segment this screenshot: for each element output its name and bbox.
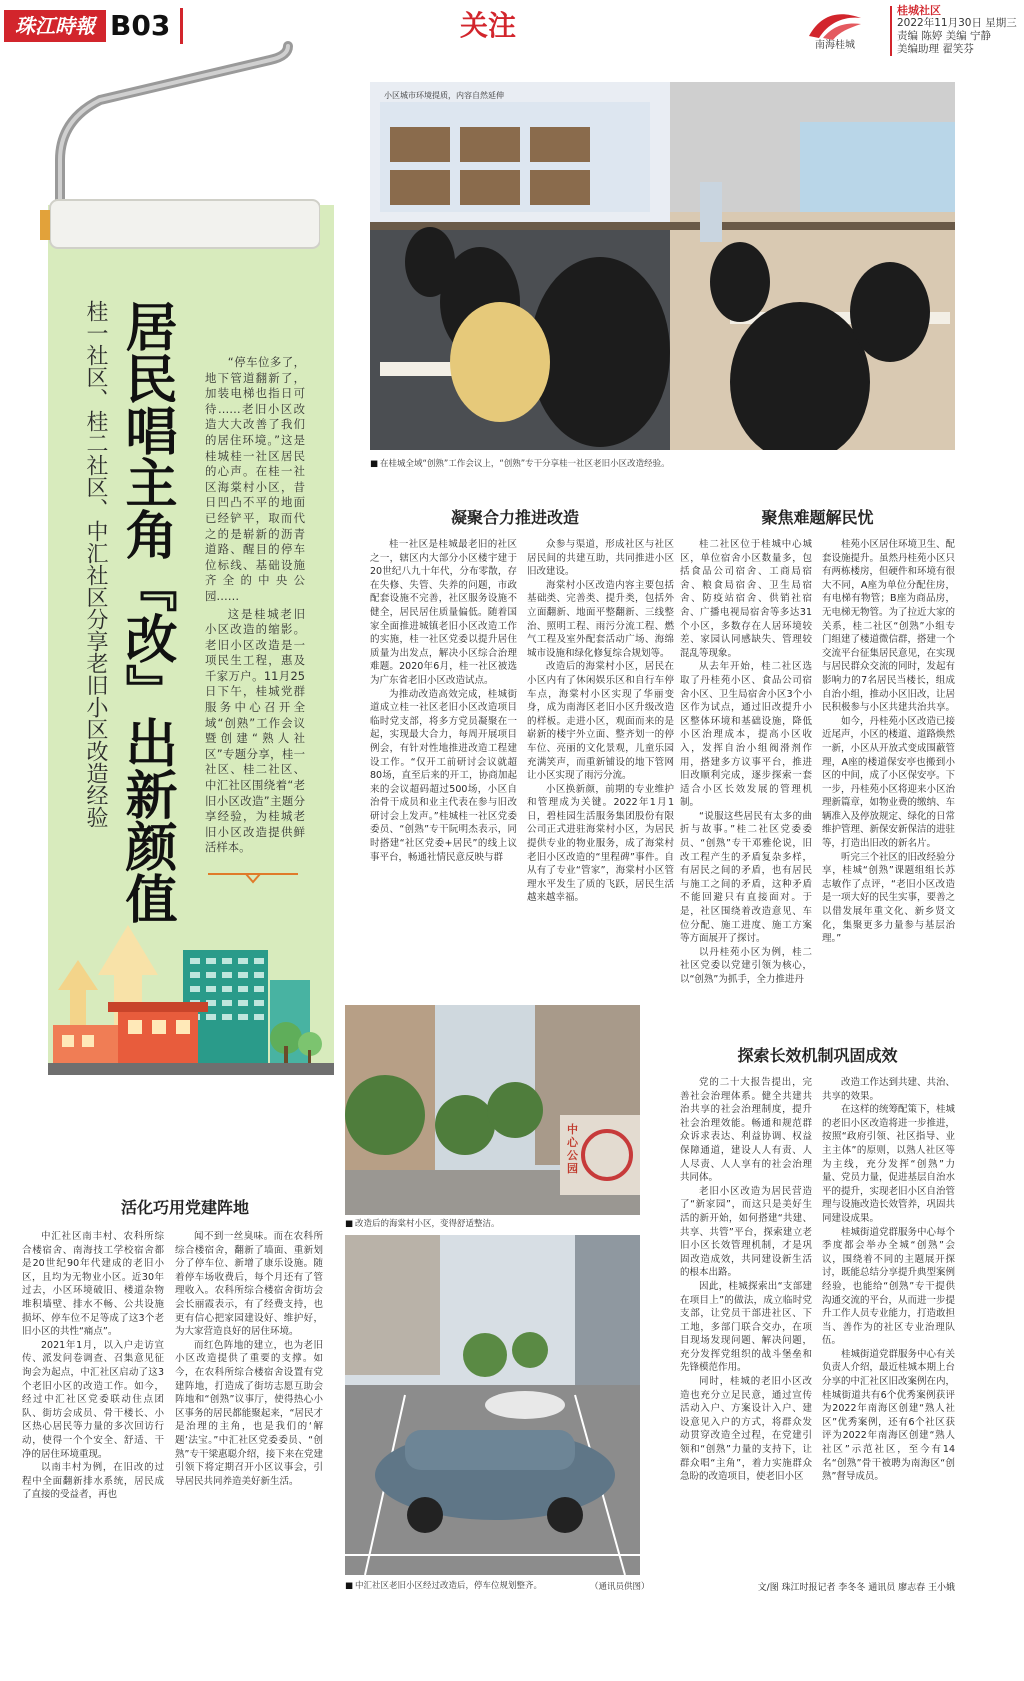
header-meta-divider xyxy=(890,6,892,56)
park-sign-text: 中心公园 xyxy=(567,1123,578,1175)
paragraph: 听完三个社区的旧改经验分享，桂城“创熟”课题组组长苏志敏作了点评，“老旧小区改造是一项大好的民生实事，要善之以借发展年重文化、新乡贤文化，集聚更多力量参与基层治理。” xyxy=(822,851,956,945)
paragraph: 桂苑小区居住环境卫生、配套设施提升。虽然丹桂苑小区只有两栋楼房，但硬件和环境有很大不同，A座为单位分配住房，有电梯有物管；B座为商品房，无电梯无物管。为了拉近大家的关系，桂二社区“创熟”小组专门组建了楼道微信群，搭建一个交流平台征集居民意见，在实现与居民群众交流的同时，发起有影响力的7名居民当楼长，组成自治小组，推动小区旧改，让居民积极参与小区共建共治共享。 xyxy=(822,539,956,714)
parking-scene-icon xyxy=(345,1235,640,1575)
parking-photo-caption: ■ 中汇社区老旧小区经过改造后，停车位规划整齐。 xyxy=(345,1580,575,1592)
paragraph: 在这样的统筹配策下，桂城的老旧小区改造将进一步推进，按照“政府引领、社区指导、业主主体”的原则，以熟人社区等为主线，充分发挥“创熟”力量、党员力量，促进基层自治水平的提升，实现老旧小区自治管理与设施改造长效管养，巩固共同建设成果。 xyxy=(822,1104,956,1224)
lead-paragraph: 这是桂城老旧小区改造的缩影。老旧小区改造是一项民生工程，惠及千家万户。11月25日下午，桂城党群服务中心召开全域“创熟”工作会议暨创建“熟人社区”专题分享，桂一社区、桂二社区、中汇社区围绕着“老旧小区改造”主题分享经验，为桂城老旧小区改造提供鲜活样本。 xyxy=(205,606,305,855)
paragraph: 同时，桂城的老旧小区改造也充分立足民意，通过宣传活动入户、方案设计入户、建设意见入户的方式，将群众发动贯穿改造全过程，在党建引领和“创熟”力量的支持下，让群众唱“主角”，着力实施群众急盼的改造项目，使老旧小区 xyxy=(680,1376,812,1483)
paragraph: 中汇社区南丰村、农科所综合楼宿舍、南海技工学校宿舍都是20世纪90年代建成的老旧小区，且均为无物业小区。近30年过去，小区环境破旧、楼道杂物堆积墙壁、排水不畅、公共设施损坏、停车位不足等成了这3个老旧小区的共性“痛点”。 xyxy=(22,1231,164,1338)
paragraph: 海棠村小区改造内容主要包括基础类、完善类、提升类，包括外立面翻新、地面平整翻新、三线整治、照明工程、雨污分流工程、燃气工程及室外配套活动广场、海绵城市设施和绿化修复综合规划等。 xyxy=(527,579,674,659)
byline: 文/图 珠江时报记者 李冬冬 通讯员 廖志春 王小娥 xyxy=(757,1583,955,1593)
paragraph: 如今，丹桂苑小区改造已接近尾声，小区的楼道、道路焕然一新，小区从开放式变成围蔽管理，A座的楼道保安亭也搬到小区的中间，成了小区保安亭。下一步，丹桂苑小区将迎来小区治理新篇章，如物业费的缴纳、车辆准入及停放规定、绿化的日常维护管理、新保安新保洁的进驻等，打造出旧改的新名片。 xyxy=(822,715,956,850)
section-2-col-a xyxy=(680,538,812,987)
section-3-col-a xyxy=(680,1076,812,1484)
feature-lead xyxy=(205,355,305,858)
paragraph: 从去年开始，桂二社区选取了丹桂苑小区、食品公司宿舍小区、卫生局宿舍小区3个小区作为试点，通过旧改提升小区整体环境和基础设施，降低小区治理成本，提高小区收入，发挥自治小组阀滑剂作用，搭建多方议事平台，推进旧改顺利完成，逐步探索一套适合小区长效发展的管理机制。 xyxy=(680,661,812,809)
park-photo xyxy=(345,1005,640,1215)
top-photo-caption: ■ 在桂城全域“创熟”工作会议上，“创熟”专干分享桂一社区老旧小区改造经验。 xyxy=(370,458,955,470)
paragraph: 而红色阵地的建立，也为老旧小区改造提供了重要的支撑。如今，在农科所综合楼宿舍设置有党建阵地，打造成了街坊志愿互助会阵地和“创熟”议事厅，使得热心小区事务的居民都能聚起来，“居民才是治理的主角，也是我们的‘解题’法宝。”中汇社区党委委员、“创熟”专干梁惠聪介绍，接下来在党建引领下将定期召开小区议事会，引导居民共同养造美好新生活。 xyxy=(175,1339,323,1487)
park-scene-icon xyxy=(345,1005,640,1215)
assistant-editor-line: 美编助理 翟笑芬 xyxy=(897,43,974,55)
paragraph: 小区换新颜，前期的专业维护和管理成为关键。2022年1月1日，碧桂园生活服务集团股份有限公司正式进驻海棠村小区，为居民提供专业的物业服务，成了海棠村老旧小区改造的“里程碑”事件。自从有了专业“管家”，海棠村小区管理水平发生了质的飞跃，居民生活越来越幸福。 xyxy=(527,783,674,904)
photo-credit: （通讯员供图） xyxy=(590,1582,650,1592)
section-3-col-b xyxy=(822,1076,955,1484)
section-3-title: 探索长效机制巩固成效 xyxy=(737,1046,898,1065)
paragraph: 闻不到一丝臭味。而在农科所综合楼宿舍，翻新了墙面、重新划分了停车位、新增了康乐设施。随着停车场收费后，每个月还有了管理收入。农科所综合楼宿舍街坊会会长丽霞表示，有了经费支持，也更有信心把家园建设好、维护好，为大家营造良好的居住环境。 xyxy=(175,1231,323,1338)
page-number: B03 xyxy=(110,9,171,42)
editor-line: 责编 陈婷 美编 宁静 xyxy=(897,30,992,42)
section-1-col-a xyxy=(370,538,517,864)
section-2-col-b xyxy=(822,538,955,946)
paragraph: 桂二社区位于桂城中心城区，单位宿舍小区数量多，包括食品公司宿舍、工商局宿舍、粮食局宿舍、卫生局宿舍、防疫站宿舍、供销社宿舍、广播电视局宿舍等多达31个小区，多数存在人居环境较差、家园认同感缺失、管理较混乱等现象。 xyxy=(680,539,812,659)
paragraph: 老旧小区改造为居民营造了“新家园”，而这只是美好生活的新开始，如何搭建“共建、共享、共管”平台，探索建立老旧小区长效管理机制，才是巩固改造成效，共同建设新生活的根本出路。 xyxy=(680,1185,812,1279)
section-2-title: 聚焦难题解民忧 xyxy=(761,508,874,527)
paragraph: 桂一社区是桂城最老旧的社区之一，辖区内大部分小区楼宇建于20世纪八九十年代，分布零散，存在失修、失管、失养的问题，市政配套设施不完善，社区服务设施不健全，居民居住质量偏低。随着国家全面推进城镇老旧小区改造工作的实施，桂一社区党委以提升居住质量为出发点，解决小区综合治理难题。2020年6月，桂一社区被选为广东省老旧小区改造试点。 xyxy=(370,539,517,686)
park-photo-caption: ■ 改造后的海棠村小区，变得舒适整洁。 xyxy=(345,1218,640,1230)
paint-roller-icon xyxy=(20,40,320,250)
masthead-logo: 珠江時報 xyxy=(4,10,106,42)
meeting-scene-icon xyxy=(370,82,955,450)
logo-caption: 南海桂城 xyxy=(815,40,855,51)
section-4-col-b xyxy=(175,1230,323,1488)
paragraph: 为推动改造高效完成，桂城街道成立桂一社区老旧小区改造项目临时党支部，将多方党员凝聚在一起，实现最大合力，每周开展项目例会，有针对性地推进改造工程建设工作。“仅开工前研讨会议就超80场，直至后来的开工，协商加起来的会议超码超过500场，小区自治骨干成员和业主代表在参与旧改研讨会上发声。”桂城桂一社区党委委员、“创熟”专干阮明杰表示，同时搭建“社区党委+居民”的线上议事平台，畅通社情民意反映与群 xyxy=(370,688,517,863)
paragraph: 改造工作达到共建、共治、共享的效果。 xyxy=(822,1077,956,1102)
paragraph: 以丹桂苑小区为例，桂二社区党委以党建引领为核心，以“创熟”为抓手，全力推进丹 xyxy=(680,946,812,985)
feature-headline: 居民唱主角『改』出新颜值 xyxy=(116,300,177,924)
edition-name: 桂城社区 xyxy=(897,4,941,17)
city-buildings-illustration-icon xyxy=(48,920,334,1075)
date-line: 2022年11月30日 星期三 xyxy=(897,17,1017,29)
paragraph: 党的二十大报告提出，完善社会治理体系。健全共建共治共享的社会治理制度，提升社会治理效能。畅通和规范群众诉求表达、利益协调、权益保障通道，建设人人有责、人人尽责、人人享有的社会治理共同体。 xyxy=(680,1077,812,1184)
paragraph: 改造后的海棠村小区，居民在小区内有了休闲娱乐区和自行车停车点，海棠村小区实现了华丽变身，成为南海区老旧小区升级改造的样板。走进小区，观面而来的是崭新的楼宇外立面、整齐划一的停车位、亮丽的文化景观，儿童乐园充满笑声，而重新铺设的地下管网让小区实现了雨污分流。 xyxy=(527,661,674,782)
section-4-title: 活化巧用党建阵地 xyxy=(120,1198,249,1217)
lead-paragraph: “停车位多了，地下管道翻新了，加装电梯也指日可待……老旧小区改造大大改善了我们的居住环境。”这是桂城桂一社区居民的心声。在桂一社区海棠村小区，昔日凹凸不平的地面已经铲平，取而代之的是崭新的沥青道路、醒目的停车位标线、基础设施齐全的中央公园…… xyxy=(205,355,305,603)
paragraph: 桂城街道党群服务中心每个季度都会举办全城“创熟”会议，围绕着不同的主题展开探讨，既能总结分享提升典型案例经验，也能给“创熟”专干提供沟通交流的平台，从而进一步提升工作人员专业能力，打造敢担当、善作为的社区专业治理队伍。 xyxy=(822,1226,956,1347)
paragraph: “说服这些居民有太多的曲折与故事。”桂二社区党委委员、“创熟”专干邓雅伦说，旧改工程产生的矛盾复杂多样，有居民之间的矛盾，也有居民与施工之间的矛盾，这种矛盾不能回避只有直接面对。于是，社区围绕着改造意见、车位分配、施工进度、施工方案等方面展开了探讨。 xyxy=(680,810,812,945)
paragraph: 众参与渠道，形成社区与社区居民间的共建互助，共同推进小区旧改建设。 xyxy=(527,539,674,578)
paragraph: 以南丰村为例，在旧改的过程中全面翻新排水系统，居民成了直接的受益者，再也 xyxy=(22,1462,164,1501)
meeting-photo xyxy=(370,82,955,450)
header-divider xyxy=(180,8,183,44)
slide-title: 小区城市环境提质，内容自然延伸 xyxy=(384,91,504,100)
section-4-col-a xyxy=(22,1230,164,1502)
lead-divider-icon xyxy=(208,870,298,886)
paragraph: 2021年1月，以入户走访宣传、派发问卷调查、召集意见征询会为起点，中汇社区启动了这3个老旧小区的改造工作。如今，经过中汇社区党委联动住点团队、街坊会成员、骨干楼长、小区热心居民等力量的多次回访行动，使得一个个安全、舒适、干净的居住环境重现。 xyxy=(22,1339,164,1460)
section-title: 关注 xyxy=(460,9,517,42)
paragraph: 因此，桂城探索出“支部建在项目上”的做法，成立临时党支部，让党员干部进社区、下工地，多部门联合交办，在项目现场发现问题、解决问题，充分发挥党组织的战斗堡垒和先锋模范作用。 xyxy=(680,1280,812,1374)
feature-subheadline: 桂一社区、桂二社区、中汇社区分享老旧小区改造经验 xyxy=(83,300,108,828)
section-1-title: 凝聚合力推进改造 xyxy=(450,508,579,527)
parking-photo xyxy=(345,1235,640,1575)
section-1-col-b xyxy=(527,538,674,905)
paragraph: 桂城街道党群服务中心有关负责人介绍，最近桂城本期上台分享的中汇社区旧改案例在内，桂城街道共有6个优秀案例获评为2022年南海区创建“熟人社区”优秀案例，还有6个社区获评为2022年南海区创建“熟人社区”示范社区，至今有14名“创熟”骨干被聘为南海区“创熟”督导成员。 xyxy=(822,1348,956,1483)
header-meta xyxy=(897,4,1017,56)
